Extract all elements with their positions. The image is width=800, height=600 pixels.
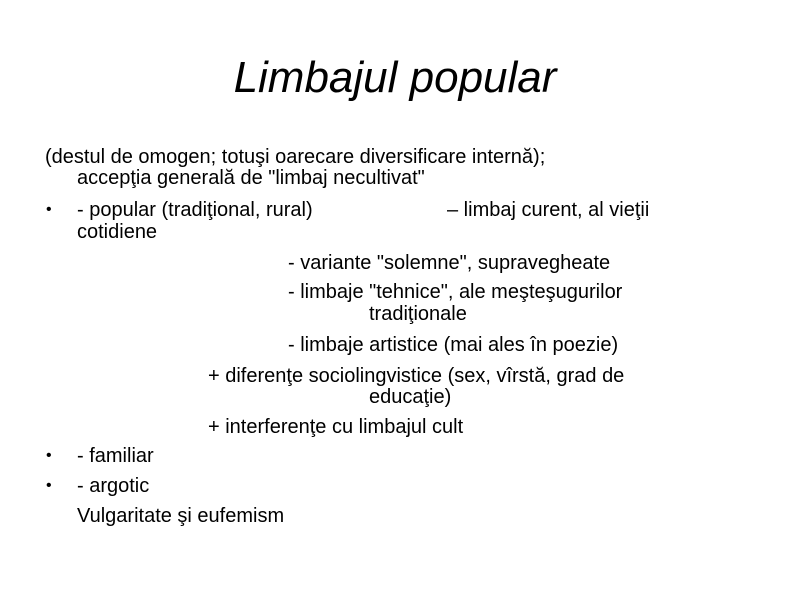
bullet-icon: • — [46, 201, 52, 218]
sub-variante-solemne: - variante "solemne", supravegheate — [288, 252, 611, 274]
bullet-popular-left: - popular (tradiţional, rural) — [77, 199, 313, 221]
sub-limbaje-artistice: - limbaje artistice (mai ales în poezie) — [288, 334, 619, 356]
slide-title: Limbajul popular — [233, 53, 557, 102]
bullet-argotic: - argotic — [77, 475, 150, 497]
bullet-popular-continuation: cotidiene — [77, 221, 158, 243]
bullet-icon: • — [46, 447, 52, 464]
plus-diferente-cont: educaţie) — [369, 386, 452, 408]
sub-limbaje-tehnice: - limbaje "tehnice", ale meşteşugurilor — [288, 281, 623, 303]
bullet-icon: • — [46, 477, 52, 494]
bullet-familiar: - familiar — [77, 445, 154, 467]
intro-line-2: accepţia generală de "limbaj necultivat" — [77, 167, 425, 189]
plus-interferente: + interferenţe cu limbajul cult — [208, 416, 464, 438]
sub-limbaje-tehnice-cont: tradiţionale — [369, 303, 467, 325]
plus-diferente-sociolingvistice: + diferenţe sociolingvistice (sex, vîrstă, grad de — [208, 365, 625, 387]
vulgaritate-eufemism: Vulgaritate şi eufemism — [77, 505, 285, 527]
bullet-popular-right: – limbaj curent, al vieţii — [447, 199, 650, 221]
intro-line-1: (destul de omogen; totuşi oarecare diversificare internă); — [45, 146, 546, 168]
